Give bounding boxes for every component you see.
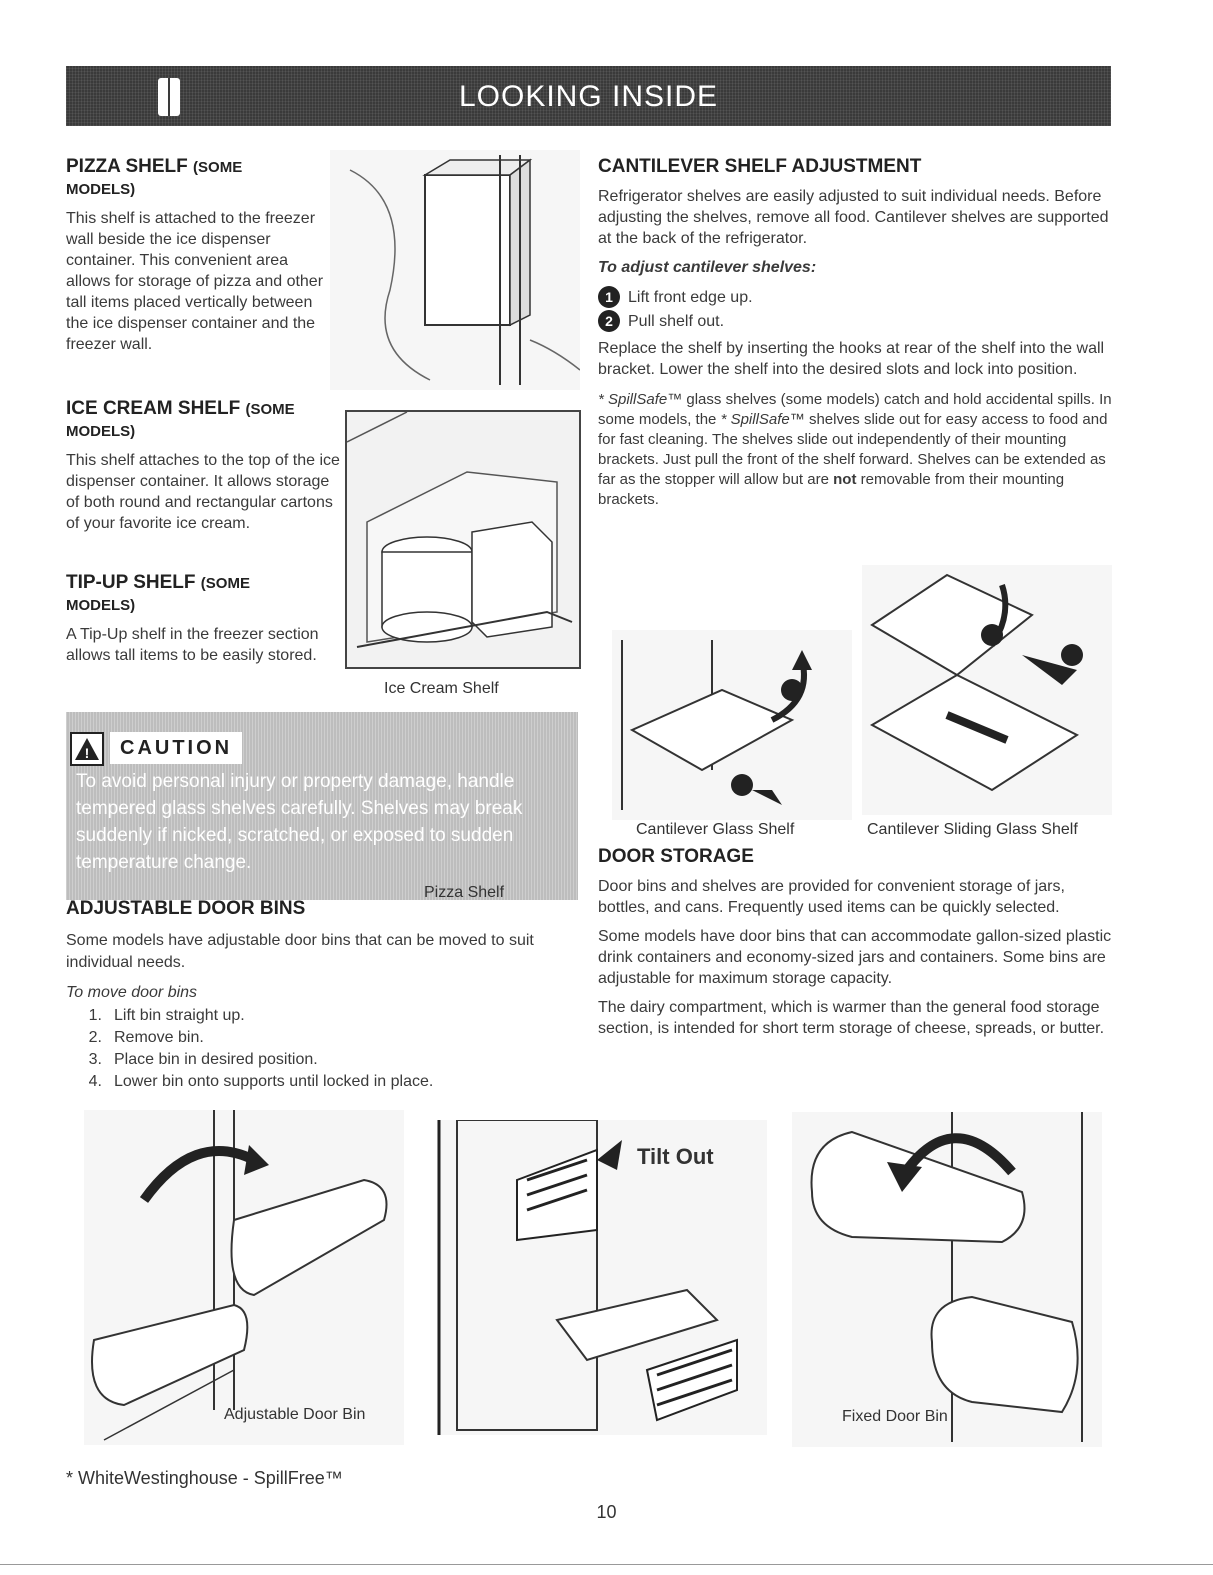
pizza-shelf-drawing [330, 150, 580, 390]
caution-heading-bar [110, 732, 242, 764]
cantilever-step-2: 2 Pull shelf out. [598, 310, 1118, 334]
pizza-shelf-illustration [330, 150, 580, 390]
cantilever-heading: CANTILEVER SHELF ADJUSTMENT [598, 156, 922, 177]
list-item: 2. Remove bin. [88, 1029, 204, 1046]
ice-cream-shelf-section [66, 398, 346, 534]
door-storage-section [598, 846, 1118, 1039]
cantilever-section [598, 156, 1118, 510]
step-2-badge: 2 [598, 310, 620, 332]
cantilever-text: Refrigerator shelves are easily adjusted to suit individual needs. Before adjusting the shelves, remove all food. Cantilever shelves are supported at the back of the refrigerator. [598, 188, 1109, 247]
page-number: 10 [596, 1502, 617, 1522]
adjustable-bins-heading: ADJUSTABLE DOOR BINS [66, 898, 306, 919]
pizza-shelf-caption: Pizza Shelf [424, 884, 505, 901]
cantilever-glass-shelf-drawing [612, 630, 852, 820]
door-storage-text-2: Some models have door bins that can accommodate gallon-sized plastic drink containers and economy-sized jars and containers. Some bins are adjustable for maximum storage capacity. [598, 928, 1112, 987]
pizza-shelf-section [66, 156, 336, 355]
bottom-rule [0, 1564, 1213, 1565]
list-item: 3. Place bin in desired position. [88, 1051, 318, 1068]
door-storage-heading: DOOR STORAGE [598, 846, 754, 867]
page-title: LOOKING INSIDE [458, 80, 719, 113]
adjustable-bins-section [66, 898, 586, 1093]
ice-cream-shelf-text: This shelf attaches to the top of the ice dispenser container. It allows storage of both round and rectangular cartons of your favorite ice cream. [66, 452, 340, 532]
door-storage-text-3: The dairy compartment, which is warmer than the general food storage section, is intended for short term storage of cheese, spreads, or butter. [598, 999, 1105, 1037]
fixed-door-bin-illustration [792, 1112, 1102, 1447]
caution-box [66, 712, 578, 900]
fixed-door-bin-drawing [792, 1112, 1102, 1447]
adjustable-bins-text: Some models have adjustable door bins that can be moved to suit individual needs. [66, 932, 534, 971]
caution-heading: CAUTION [120, 737, 233, 759]
caution-text: To avoid personal injury or property damage, handle tempered glass shelves carefully. Shelves may break suddenly if nicked, scratched, or exposed to sudden temperature change. [76, 771, 523, 873]
adjustable-door-bin-drawing [84, 1110, 404, 1445]
ice-cream-shelf-drawing [347, 412, 579, 667]
tip-up-shelf-section [66, 572, 336, 666]
cantilever-glass-caption: Cantilever Glass Shelf [636, 821, 795, 838]
ice-cream-shelf-illustration [345, 410, 581, 669]
pizza-shelf-text: This shelf is attached to the freezer wall beside the ice dispenser container. This convenient area allows for storage of pizza and other tall items placed vertically between the ice dispenser container and the freezer wall. [66, 210, 324, 353]
header-banner [66, 66, 1111, 126]
cantilever-sliding-shelf-illustration [862, 565, 1112, 815]
adjustable-bins-steps [66, 1005, 586, 1093]
door-storage-text-1: Door bins and shelves are provided for convenient storage of jars, bottles, and cans. Frequently used items can be quickly selected. [598, 878, 1065, 916]
cantilever-subheading: To adjust cantilever shelves: [598, 259, 817, 276]
cantilever-sliding-shelf-drawing [862, 565, 1112, 815]
ice-cream-shelf-heading: ICE CREAM SHELF (SOME MODELS) [66, 398, 295, 440]
pizza-shelf-heading: PIZZA SHELF (SOME MODELS) [66, 156, 243, 198]
cantilever-sliding-caption: Cantilever Sliding Glass Shelf [867, 821, 1078, 838]
cantilever-step-1: 1 Lift front edge up. [598, 286, 1118, 310]
warning-icon [70, 732, 104, 766]
tip-up-shelf-text: A Tip-Up shelf in the freezer section allows tall items to be easily stored. [66, 626, 319, 664]
adjustable-door-bin-illustration [84, 1110, 404, 1445]
step-1-badge: 1 [598, 286, 620, 308]
fixed-door-bin-caption: Fixed Door Bin [842, 1408, 948, 1425]
adjustable-door-bin-caption: Adjustable Door Bin [224, 1406, 366, 1423]
footnote: * WhiteWestinghouse - SpillFree™ [66, 1468, 343, 1488]
tip-up-shelf-heading: TIP-UP SHELF (SOME MODELS) [66, 572, 250, 614]
tilt-out-label: Tilt Out [637, 1144, 714, 1169]
adjustable-bins-subheading: To move door bins [66, 984, 198, 1001]
spillsafe-text: * SpillSafe™ glass shelves (some models) catch and hold accidental spills. In some models, the * SpillSafe™ shelves slide out for easy access to food and for fast cleaning. The shelves slide out independently of their mounting brackets. Just pull the front of the shelf forward. Shelves can be extended as far as the stopper will allow but are not removable from their mounting brackets. [598, 391, 1112, 508]
list-item: 1. Lift bin straight up. [88, 1007, 245, 1024]
dairy-door-illustration [437, 1120, 767, 1435]
list-item: 4. Lower bin onto supports until locked in place. [88, 1073, 434, 1090]
dairy-door-drawing [437, 1120, 767, 1435]
ice-cream-shelf-caption: Ice Cream Shelf [384, 680, 499, 697]
svg-text:!: ! [84, 745, 90, 761]
cantilever-replace-text: Replace the shelf by inserting the hooks at rear of the shelf into the wall bracket. Lower the shelf into the desired slots and lock into position. [598, 340, 1105, 378]
cantilever-glass-shelf-illustration [612, 630, 852, 820]
